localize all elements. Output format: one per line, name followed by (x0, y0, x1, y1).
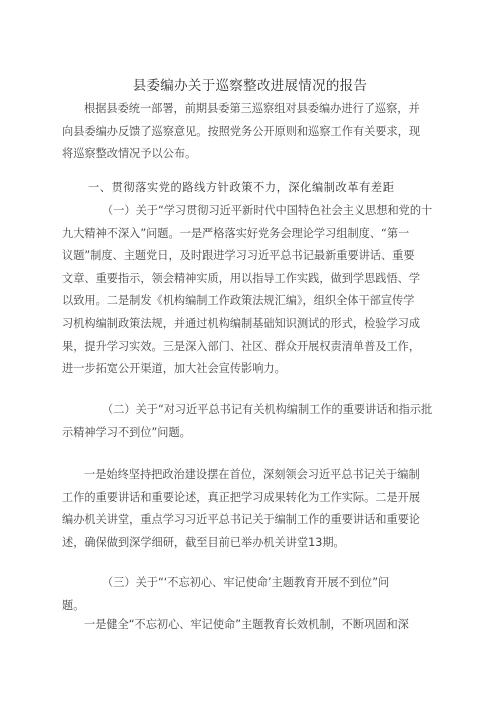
text-line: 习机构编制政策法规，并通过机构编制基础知识测试的形式，检验学习成 (62, 316, 421, 330)
text-line: （三）关于“‘不忘初心、牢记使命’主题教育开展不到位”问 (102, 576, 390, 589)
item1-paragraph (62, 200, 440, 381)
text-line: 议题”制度、主题党日，及时跟进学习习近平总书记最新重要讲话、重要 (62, 249, 415, 263)
text-line: 根据县委统一部署，前期县委第三巡察组对县委编办进行了巡察，并 (84, 102, 420, 115)
item2-title (62, 399, 440, 444)
intro-paragraph (62, 98, 440, 166)
text-line: 编办机关讲堂，重点学习习近平总书记关于编制工作的重要讲话和重要论 (62, 513, 421, 527)
text-line: 进一步拓宽公开渠道，加大社会宣传影响力。 (62, 362, 286, 376)
section-heading: 一、贯彻落实党的路线方针政策不力，深化编制改革有差距 (88, 181, 395, 194)
document-title: 县委编办关于巡察整改进展情况的报告 (132, 78, 368, 94)
text-line: 将巡察整改情况予以公布。 (62, 147, 197, 161)
text-line: （二）关于“对习近平总书记有关机构编制工作的重要讲话和指示批 (102, 403, 433, 416)
text-line: 向县委编办反馈了巡察意见。按照党务公开原则和巡察工作有关要求，现 (62, 124, 421, 138)
text-line: 示精神学习不到位”问题。 (62, 425, 191, 439)
item3-title (62, 572, 440, 617)
text-line: 一是始终坚持把政治建设摆在首位，深刻领会习近平总书记关于编制 (84, 468, 420, 481)
text-line: （一）关于“学习贯彻习近平新时代中国特色社会主义思想和党的十 (102, 204, 433, 217)
text-line: 以致用。二是制发《机构编制工作政策法规汇编》，组织全体干部宣传学 (62, 294, 415, 308)
text-line: 工作的重要讲话和重要论述，真正把学习成果转化为工作实际。二是开展 (62, 490, 421, 504)
item3-body (62, 614, 440, 637)
text-line: 九大精神不深入”问题。一是严格落实好党务会理论学习组制度、“第一 (62, 226, 410, 240)
text-line: 果，提升学习实效。三是深入部门、社区、群众开展权责清单普及工作， (62, 339, 421, 353)
text-line: 一是健全“不忘初心、牢记使命”主题教育长效机制，不断巩固和深 (84, 618, 409, 631)
text-line: 文章、重要指示，领会精神实质，用以指导工作实践，做到学思践悟、学 (62, 271, 421, 285)
text-line: 题。 (62, 598, 85, 612)
item2-body (62, 464, 440, 554)
text-line: 述，确保做到深学细研，截至目前已举办机关讲堂13期。 (62, 535, 345, 549)
